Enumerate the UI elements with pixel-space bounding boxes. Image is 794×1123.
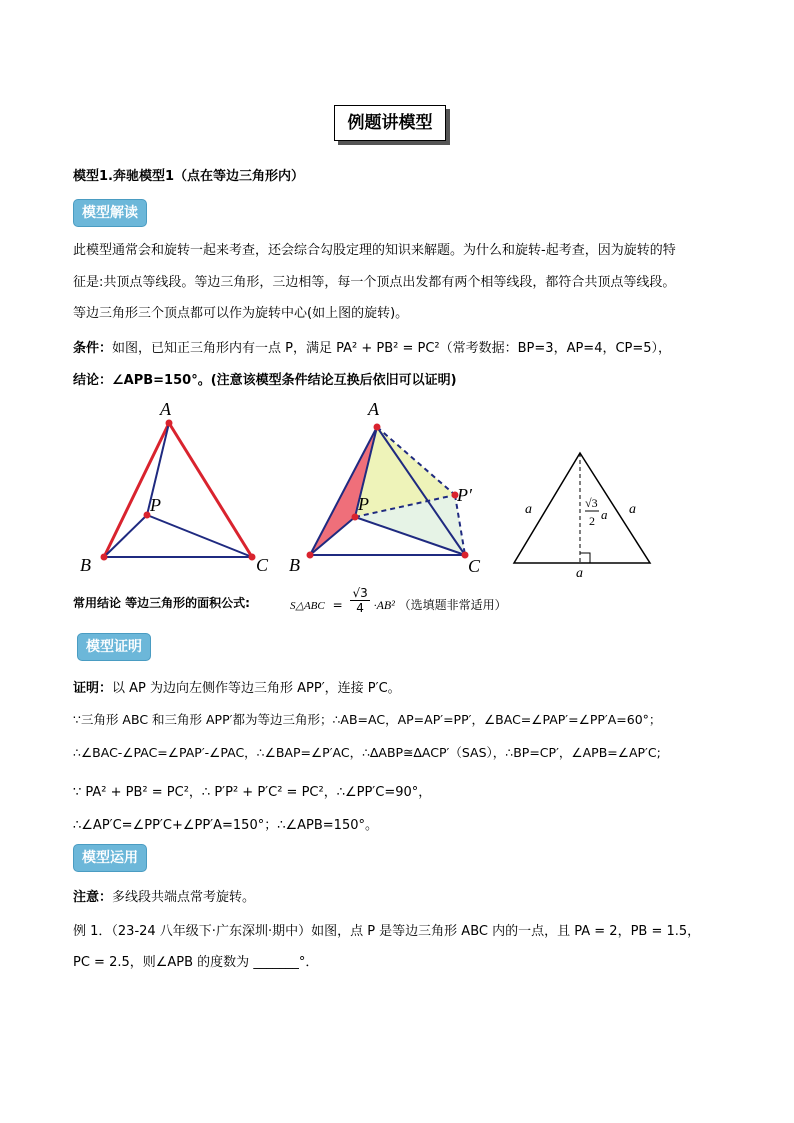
figure-equilateral-height (505, 445, 665, 585)
badge-interpret: 模型解读 (73, 199, 147, 227)
formula-den: 4 (356, 601, 364, 615)
figure-triangle-p (72, 395, 282, 580)
proof-line-5: ∴∠AP′C=∠PP′C+∠PP′A=150°；∴∠APB=150°。 (73, 818, 378, 833)
conclusion-label: 结论： (73, 373, 113, 388)
formula-label: 常用结论 等边三角形的面积公式: (73, 596, 250, 610)
formula-lhs: S△ABC (290, 600, 325, 612)
formula-rhs: ·AB² (373, 598, 395, 612)
formula-eq: = (332, 598, 343, 612)
note-label: 注意： (73, 890, 113, 905)
proof-line-4: ∵ PA² + PB² = PC²，∴ P′P² + P′C² = PC²，∴∠PP′C=90°， (73, 785, 432, 800)
figure-rotation (285, 395, 505, 580)
condition-text: 如图，已知正三角形内有一点 P，满足 PA² + PB² = PC²（常考数据：BP=3，AP=4，CP=5）， (112, 341, 672, 356)
condition-label: 条件： (73, 341, 113, 356)
note-line (73, 886, 255, 905)
conclusion-text: ∠APB=150°。(注意该模型条件结论互换后依旧可以证明) (112, 373, 457, 388)
label-B: B (80, 555, 91, 575)
label-side-right: a (629, 502, 636, 517)
example1-line-b: PC = 2.5，则∠APB 的度数为 _______°． (73, 955, 319, 970)
label-P-prime: P′ (457, 485, 472, 505)
label-A: A (160, 399, 171, 419)
proof-line-3: ∴∠BAC-∠PAC=∠PAP′-∠PAC，∴∠BAP=∠P′AC，∴∆ABP≅∆ACP′（SAS），∴BP=CP′，∠APB=∠AP′C; (73, 745, 661, 760)
note-text: 多线段共端点常考旋转。 (112, 890, 256, 905)
conclusion-line (73, 369, 457, 388)
formula-line (73, 594, 250, 611)
formula-note: （选填题非常适用） (398, 598, 507, 612)
proof-line-2: ∵三角形 ABC 和三角形 APP′都为等边三角形；∴AB=AC，AP=AP′=PP′，∠BAC=∠PAP′=∠PP′A=60°； (73, 712, 662, 727)
formula-num: √3 (352, 586, 368, 600)
model-heading: 模型1.奔驰模型1（点在等边三角形内） (73, 169, 305, 184)
label-height-num: √3 (585, 496, 598, 510)
label-P: P (150, 495, 161, 515)
label-height-var: a (601, 507, 608, 522)
example1-line-a: 例 1．（23-24 八年级下·广东深圳·期中）如图，点 P 是等边三角形 ABC 内的一点，且 PA = 2，PB = 1.5， (73, 924, 701, 939)
label-base: a (576, 566, 583, 581)
label-B2: B (289, 555, 300, 575)
badge-apply: 模型运用 (73, 844, 147, 872)
proof-line-1 (73, 677, 401, 696)
interpret-p1: 此模型通常会和旋转一起来考查，还会综合勾股定理的知识来解题。为什么和旋转-起考查，因为旋转的特 (73, 243, 676, 258)
interpret-p2: 征是:共顶点等线段。等边三角形，三边相等，每一个顶点出发都有两个相等线段，都符合共顶点等线段。 (73, 275, 676, 290)
label-side-left: a (525, 502, 532, 517)
interpret-p3: 等边三角形三个顶点都可以作为旋转中心(如上图的旋转)。 (73, 306, 409, 321)
label-P2: P (358, 494, 369, 514)
formula-expr (290, 586, 507, 615)
label-A2: A (368, 399, 379, 419)
badge-proof: 模型证明 (77, 633, 151, 661)
page-title: 例题讲模型 (334, 105, 446, 141)
label-C: C (256, 555, 269, 575)
condition-line (73, 337, 671, 356)
proof-l1: 以 AP 为边向左侧作等边三角形 APP′，连接 P′C。 (112, 681, 401, 696)
label-height-den: 2 (589, 514, 595, 528)
label-C2: C (468, 556, 481, 576)
proof-label: 证明： (73, 681, 113, 696)
